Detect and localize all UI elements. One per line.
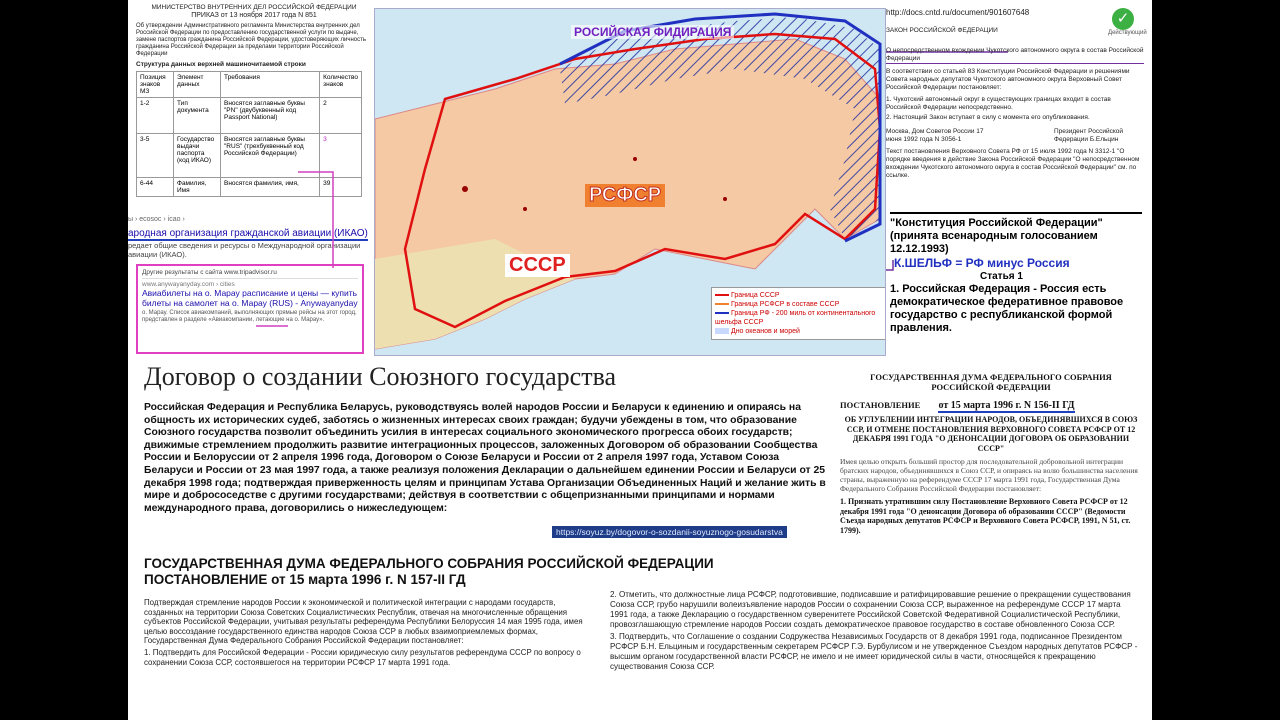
law-para: 1. Чукотский автономный округ в существующих границах входит в состав Российской Федерации непосредственно. [886, 96, 1111, 111]
table-cell-icao: Государство выдачи паспорта (код ИКАО) [174, 134, 221, 178]
legend-item: Граница РСФСР в составе СССР [715, 300, 883, 309]
constitution-date: 12.12.1993) [890, 243, 949, 255]
result-url: www.anywayanyday.com › cities [142, 281, 235, 288]
law-para: Текст постановления Верховного Совета РФ от 15 июля 1992 года N 3312-1 "О порядке введения в действие Закона Российской Федерации "О непосредственном вхождении Чукотского автономного округа в состав Российской Федерации" см. по ссылке. [886, 148, 1140, 179]
constitution-sub: (принята всенародным голосованием [890, 230, 1098, 242]
duma-157-para: Подтверждая стремление народов России к экономической и политической интеграции с народами государств, созданных на территории Союза Советских Социалистических Республик, отвечая на многочисленные обращения субъектов Российской Федерации, учитывая результаты референдума Республики Белоруссия 14 мая 1995 года, имея целью воссоздание государственного единства народов Союза ССР в любых взаимоприемлемых формах, Государственная Дума Федерального Собрания Российской Федерации постановляет: [144, 598, 583, 646]
doc-header: МИНИСТЕРСТВО ВНУТРЕННИХ ДЕЛ РОССИЙСКОЙ ФЕДЕРАЦИИ [151, 4, 357, 11]
duma-para: 1. Признать утратившим силу Постановление Верховного Совета РСФСР от 12 декабря 1991 года "О денонсации Договора об образовании СССР" (Ведомости Съезда народных депутатов РСФСР и Верховного Совета РСФСР, 1991, N 51, ст. 1799). [840, 497, 1131, 535]
duma-number: от 15 марта 1996 г. N 156-II ГД [938, 400, 1075, 411]
treaty-text: Российская Федерация и Республика Беларусь, руководствуясь волей народов России и Беларуси к единению и опираясь на общность их исторических судеб, заботясь о жизненных интересах своих граждан; будучи убеждены в том, что образование Союзного государства позволит объединить усилия в интересах социального экономического прогресса обоих государств; движимые стремлением продолжить развитие интеграционных процессов, заложенных Договором об образовании Сообщества России и Белоруссии от 2 апреля 1996 года, Договором о Союзе Беларуси и России от 2 апреля 1997 года, Уставом Союза Беларуси и России от 23 мая 1997 года, а также реализуя положения Декларации о дальнейшем единении России и Беларуси от 25 декабря 1998 года; подтверждая приверженность целям и принципам Устава Организации Объединенных Наций и желание жить в мире и добрососедстве с другими государствами; действуя в соответствии с общепризнанными принципами и нормами международного права, договорились о нижеследующем: [144, 402, 826, 514]
result-breadcrumb: ы › ecosoc › icao › [128, 216, 185, 223]
rf-map-label: РОСИЙСКАЯ ФИДИРАЦИЯ [571, 25, 734, 39]
col-header: Требования [221, 72, 320, 98]
duma-157-h2: ПОСТАНОВЛЕНИЕ от 15 марта 1996 г. N 157-II ГД [144, 572, 466, 587]
map-legend [711, 287, 886, 340]
map-ussr-rsfsr [374, 8, 886, 356]
table-cell: Фамилия, Имя [174, 178, 221, 197]
table-cell: 39 [320, 178, 362, 197]
table-cell: Вносятся заглавные буквы "PN" (двубуквенный код Passport National) [221, 98, 320, 134]
status-badge [1108, 8, 1147, 36]
duma-header: ГОСУДАРСТВЕННАЯ ДУМА ФЕДЕРАЛЬНОГО СОБРАНИЯ РОССИЙСКОЙ ФЕДЕРАЦИИ [870, 372, 1112, 392]
treaty-source-link[interactable]: https://soyuz.by/dogovor-o-sozdanii-soyuznogo-gosudarstva [552, 526, 787, 538]
law-signature [886, 128, 1144, 144]
duma-157-para: 1. Подтвердить для Российской Федерации - России юридическую силу результатов референдума СССР по вопросу о сохранении Союза ССР, состоявшегося на территории РСФСР 17 марта 1991 года. [144, 647, 581, 667]
check-icon: ✓ [1112, 8, 1134, 30]
duma-156-document [840, 372, 1142, 535]
article-text: 1. Российская Федерация - Россия есть демократическое федеративное правовое государство с республиканской формой правления. [890, 283, 1124, 334]
treaty-title: Договор о создании Союзного государства [144, 362, 617, 391]
legend-item: Граница РФ - 200 миль от континентального шельфа СССР [715, 310, 876, 326]
doc-order-line: ПРИКАЗ от 13 ноября 2017 года N 851 [191, 12, 317, 19]
constitution-block [890, 212, 1142, 335]
sign-place: Москва, Дом Советов России 17 июня 1992 года N 3056-1 [886, 128, 984, 143]
duma-title: ПОСТАНОВЛЕНИЕ [840, 400, 921, 410]
sign-president: Президент Российской Федерации Б.Ельцин [1054, 128, 1123, 143]
table-cell: 1-2 [137, 98, 174, 134]
table-cell: 3-5 [137, 134, 174, 178]
legend-item: Граница СССР [715, 291, 883, 300]
constitution-title: "Конституция Российской Федерации" [890, 217, 1103, 229]
table-cell: Тип документа [174, 98, 221, 134]
doc-url[interactable]: http://docs.cntd.ru/document/901607648 [886, 8, 1030, 17]
result-title-link[interactable]: Авиабилеты на о. Марау расписание и цены — купить билеты на самолет на о. Марау (RUS) - Anywayanyday [142, 288, 358, 308]
status-text: Действующий [1108, 30, 1147, 36]
law-para: 2. Настоящий Закон вступает в силу с момента его опубликования. [886, 114, 1090, 121]
rsfsr-map-label: РСФСР [585, 184, 665, 207]
slide-page [128, 0, 1152, 720]
duma-157-h1: ГОСУДАРСТВЕННАЯ ДУМА ФЕДЕРАЛЬНОГО СОБРАНИЯ РОССИЙСКОЙ ФЕДЕРАЦИИ [144, 556, 714, 571]
ussr-map-label: СССР [505, 254, 570, 277]
result-desc: о. Марау. Список авиакомпаний, выполняющих прямые рейсы на этот город, представлен в разделе «Авиакомпании, летающие на о. Марау». [142, 310, 357, 323]
duma-para: Имея целью открыть больший простор для последовательной добровольной интеграции братских народов, объединявшихся в Союз ССР, и опираясь на волю большинства населения страны, выраженную на референдуме СССР 17 марта 1991 года, Государственная Дума Федерального Собрания Российской Федерации постановляет: [840, 457, 1138, 493]
law-para: В соответствии со статьей 83 Конституции Российской Федерации и решениями Совета народных депутатов Чукотского автономного округа Верховный Совет Российской Федерации постановляет: [886, 68, 1130, 91]
doc-table-title: Структура данных верхней машиночитаемой строки [136, 61, 306, 68]
result-desc: авиации (ИКАО). [128, 250, 187, 259]
article-heading: Статья 1 [980, 271, 1023, 282]
duma-157-header [144, 556, 844, 588]
result-desc: редает общие сведения и ресурсы о Международной организации [128, 241, 361, 250]
table-cell: 2 [320, 98, 362, 134]
duma-157-para: 2. Отметить, что должностные лица РСФСР, подготовившие, подписавшие и ратифицировавшие решение о прекращении существования Союза ССР, грубо нарушили волеизъявление народов России о сохранении Союза ССР, выраженное на референдуме СССР 17 марта 1991 года, а также Декларацию о государственном суверенитете Российской Советской Федеративной Социалистической Республики, провозглашающую стремление народов России создать демократическое правовое государство в составе обновленного Союза ССР. [610, 590, 1131, 629]
law-document [886, 8, 1147, 180]
table-cell: Вносятся фамилия, имя, [221, 178, 320, 197]
doc-intro: Об утверждении Административного регламента Министерства внутренних дел Российской Федерации по предоставлению государственной услуги по выдаче, замене паспортов гражданина Российской Федерации, удостоверяющих личность гражданина Российской Федерации за пределами территории Российской Федерации [136, 23, 366, 57]
col-header: Количество знаков [320, 72, 362, 98]
duma-157-right [610, 590, 1138, 672]
duma-subject: ОБ УГЛУБЛЕНИИ ИНТЕГРАЦИИ НАРОДОВ, ОБЪЕДИНЯВШИХСЯ В СОЮЗ ССР, И ОТМЕНЕ ПОСТАНОВЛЕНИЯ ВЕРХОВНОГО СОВЕТА РСФСР ОТ 12 ДЕКАБРЯ 1991 ГОДА "О ДЕНОНСАЦИИ ДОГОВОРА ОБ ОБРАЗОВАНИИ СССР" [844, 415, 1138, 453]
table-cell-rus: Вносятся заглавные буквы "RUS" (трехбуквенный код Российской Федерации) [221, 134, 320, 178]
shelf-note: К.ШЕЛЬФ = РФ минус Россия [894, 256, 1070, 270]
other-results-header[interactable]: Другие результаты с сайта www.tripadvisor.ru [142, 269, 358, 279]
treaty-body [144, 402, 830, 515]
duma-title-line [840, 400, 1142, 411]
legend-item: Дно океанов и морей [715, 327, 883, 336]
result-title-link[interactable]: ародная организация гражданской авиации (ИКАО) [128, 228, 368, 239]
table-cell: 3 [320, 134, 362, 178]
duma-157-left [144, 598, 588, 667]
col-header: Элемент данных [174, 72, 221, 98]
col-header: Позиция знаков МЗ [137, 72, 174, 98]
table-cell: 6-44 [137, 178, 174, 197]
law-title: ЗАКОН РОССИЙСКОЙ ФЕДЕРАЦИИ [886, 27, 998, 34]
duma-157-para: 3. Подтвердить, что Соглашение о создании Содружества Независимых Государств от 8 декабря 1991 года, подписанное Президентом РСФСР Б.Н. Ельциным и государственным секретарем РСФСР Г.Э. Бурбулисом и не утвержденное Съездом народных депутатов РСФСР - высшим органом государственной власти РСФСР, не имело и не имеет юридической силы в части, относящейся к прекращению существования Союза ССР. [610, 632, 1138, 671]
law-para: О непосредственном вхождении Чукотского автономного округа в состав Российской Федерации [886, 47, 1144, 62]
